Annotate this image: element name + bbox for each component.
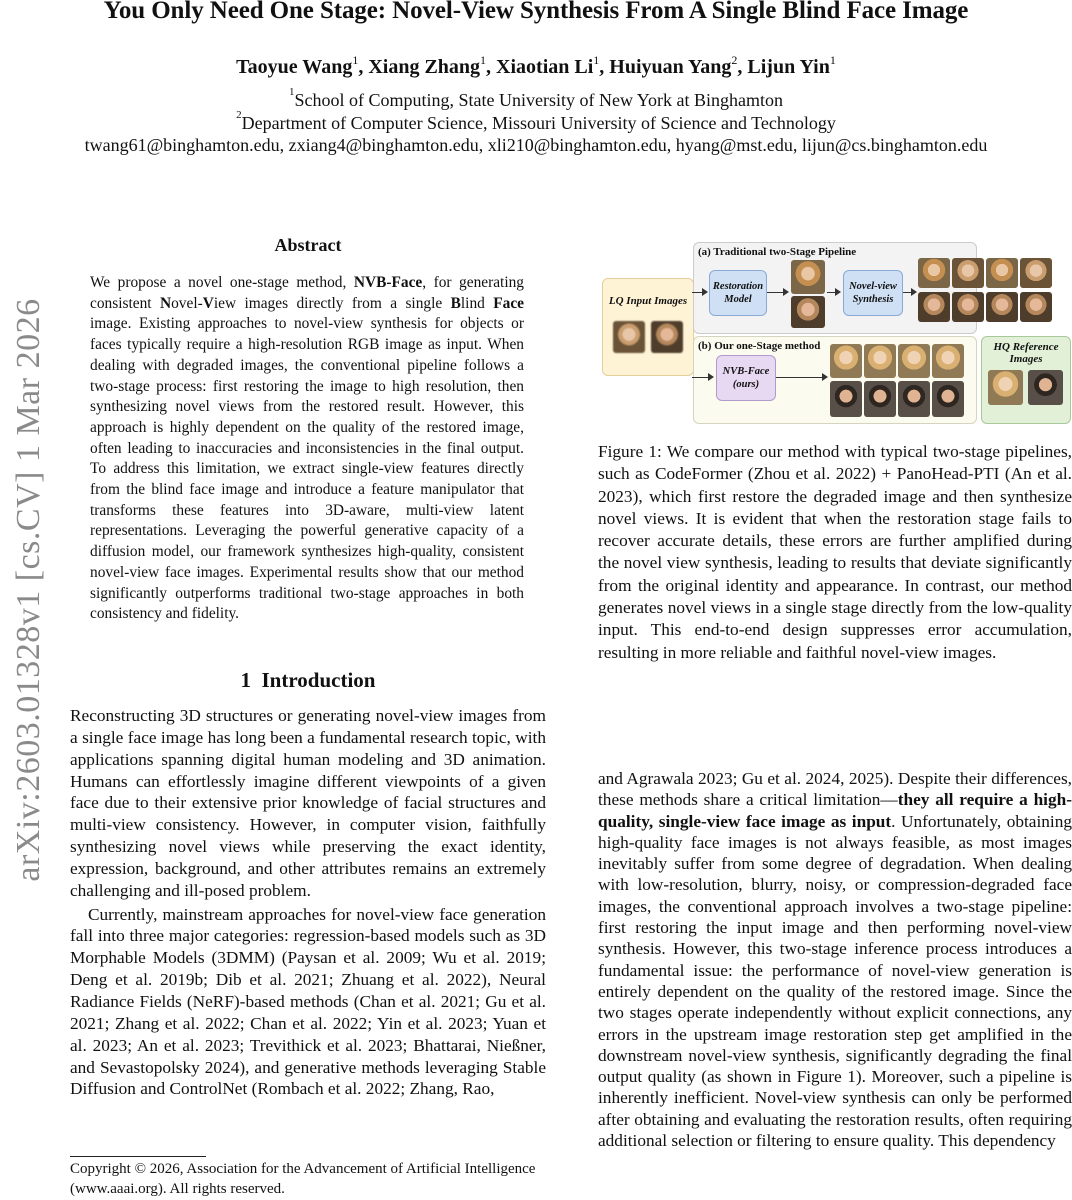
figure-caption: Figure 1: We compare our method with typical two-stage pipelines, such as CodeFormer (Zhou et al. 2022) + PanoHead-PTI (An et al. 2023), which first restore the degraded image and then synthesize novel views. It is evident that when the restoration stage fails to recover accurate details, these errors are further amplified during the novel view synthesis, leading to results that deviate significantly from the original identity and appearance. In contrast, our method generates novel views in a single stage directly from the low-quality input. This end-to-end design suppresses error accumulation, resulting in more reliable and faithful novel-view images. [598,442,1072,662]
one-stage-output-face [830,344,862,378]
affiliation-1: $^1$School of Computing, State University of New York at Binghamton [289,86,783,110]
two-stage-output-face [1020,258,1052,288]
footnote-rule [70,1156,206,1157]
one-stage-output-face [932,381,964,417]
lq-input-box [602,278,694,376]
arrow-icon [767,292,787,293]
lq-face-image [651,321,683,353]
paper-title: You Only Need One Stage: Novel-View Synthesis From A Single Blind Face Image [103,0,969,24]
two-stage-output-face [986,292,1018,322]
abstract-heading: Abstract [274,235,342,255]
one-stage-output-face [898,344,930,378]
two-stage-label: (a) Traditional two-Stage Pipeline [698,246,857,258]
arrow-icon [827,292,839,293]
author: Lijun Yin$^1$ [747,53,836,78]
two-stage-output-face [1020,292,1052,322]
copyright-footnote: Copyright © 2026, Association for the Advancement of Artificial Intelligence (www.aaai.org). All rights reserved. [70,1161,536,1197]
paragraph: Reconstructing 3D structures or generating novel-view images from a single face image has long been a fundamental research topic, with applications spanning digital human modeling and 3D animation. Humans can effortlessly imagine different viewpoints of a given face due to their extensive prior knowledge of facial structures and multi-view consistency. However, in computer vision, faithfully synthesizing novel views while preserving the exact identity, expression, background, and other attributes remains an extremely challenging and ill-posed problem. [70,706,546,900]
hq-reference-box [981,336,1071,424]
one-stage-output-face [830,381,862,417]
restoration-model-node: Restoration Model [709,270,767,316]
author-list [0,53,1072,79]
section-heading: 1 Introduction [240,668,376,692]
intro-text [70,705,546,1100]
paragraph: Currently, mainstream approaches for novel-view face generation fall into three major categories: regression-based models such as 3D Morphable Models (3DMM) (Paysan et al. 2009; Wu et al. 2019; Deng et al. 2019b; Dib et al. 2021; Zhuang et al. 2022), Neural Radiance Fields (NeRF)-based methods (Chan et al. 2021; Gu et al. 2021; Zhang et al. 2022; Chan et al. 2022; Yin et al. 2023; Yuan et al. 2023; An et al. 2023; Trevithick et al. 2023; Bhattarai, Nießner, and Sevastopolsky 2024), and generative methods leveraging Stable Diffusion and ControlNet (Rombach et al. 2022; Zhang, Rao, [70,904,546,1099]
one-stage-output-face [864,344,896,378]
two-stage-output-face [952,258,984,288]
hq-face-image [988,370,1023,405]
one-stage-output-face [864,381,896,417]
lq-input-label: LQ Input Images [608,295,688,307]
email-list: twang61@binghamton.edu, zxiang4@binghamton.edu, xli210@binghamton.edu, hyang@mst.edu, lijun@cs.binghamton.edu [84,135,988,155]
arrow-icon [692,292,706,293]
arrow-icon [903,292,915,293]
one-stage-label: (b) Our one-Stage method [698,340,821,352]
hq-face-image [1028,370,1063,405]
one-stage-output-face [898,381,930,417]
arrow-icon [776,377,826,378]
two-stage-output-face [918,292,950,322]
restored-face-image [791,296,825,328]
two-stage-output-face [986,258,1018,288]
author: Xiang Zhang$^1$, [368,53,497,78]
one-stage-output-face [932,344,964,378]
lq-face-image [613,321,645,353]
right-column-text: and Agrawala 2023; Gu et al. 2024, 2025). Despite their differences, these methods share a critical limitation—they all require a high-quality, single-view face image as input. Unfortunately, obtaining high-quality face images is not always feasible, as most images inevitably suffer from some degree of degradation. When dealing with low-resolution, blurry, noisy, or compression-degraded face images, the conventional approach involves a two-stage pipeline: first restoring the input image and then performing novel-view synthesis. However, this two-stage inference process introduces a fundamental issue: the performance of novel-view generation is entirely dependent on the quality of the restored image. Since the two stages operate independently without explicit connections, any errors in the upstream image restoration step get amplified in the downstream novel-view synthesis, significantly degrading the final output quality (as shown in Figure 1). Moreover, such a pipeline is inherently inefficient. Novel-view synthesis can only be performed after obtaining and evaluating the restoration results, often requiring additional selection or filtering to ensure quality. This dependency [598,769,1072,1151]
nvb-face-node: NVB-Face (ours) [716,355,776,401]
affiliation-2: $^2$Department of Computer Science, Missouri University of Science and Technology [236,109,836,133]
novel-view-synthesis-node: Novel-view Synthesis [843,270,903,316]
author: Taoyue Wang$^1$, [236,53,369,78]
abstract-text: We propose a novel one-stage method, NVB-Face, for generating consistent Novel-View images directly from a single Blind Face image. Existing approaches to novel-view synthesis for objects or faces typically require a high-resolution RGB image as input. When dealing with degraded images, the conventional pipeline follows a two-stage process: first restoring the image to high resolution, then synthesizing novel views from the restored result. However, this approach is highly dependent on the quality of the restored image, often leading to inaccuracies and inconsistencies in the final output. To address this limitation, we extract single-view features directly from the blind face image and introduce a feature manipulator that transforms these features into 3D-aware, multi-view latent representations. Leveraging the powerful generative capacity of a diffusion model, our framework synthesizes high-quality, consistent novel-view face images. Experimental results show that our method significantly outperforms traditional two-stage approaches in both consistency and fidelity. [90,274,525,623]
restored-face-image [791,260,825,294]
two-stage-output-face [952,292,984,322]
author: Xiaotian Li$^1$, [496,53,610,78]
author: Huiyuan Yang$^2$, [609,53,748,78]
arxiv-identifier: arXiv:2603.01328v1 [cs.CV] 1 Mar 2026 [10,298,47,882]
two-stage-output-face [918,258,950,288]
figure-1 [598,238,1072,424]
arrow-icon [692,377,712,378]
hq-reference-label: HQ Reference Images [993,341,1059,365]
